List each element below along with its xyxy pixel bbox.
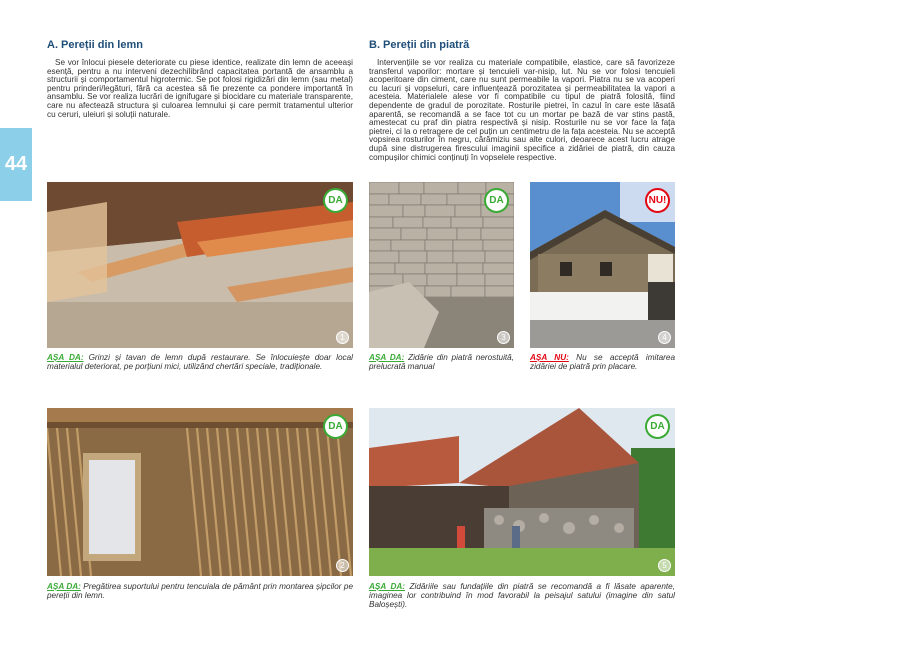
not-ok-badge: NU! [645,188,670,213]
caption-text: Pregătirea suportului pentru tencuiala de pământ prin montarea șipcilor pe pereții din lemn. [47,582,354,600]
ok-badge: DA [323,188,348,213]
caption-photo-3 [369,354,514,372]
photo-number: 2 [336,559,349,572]
section-a-title: A. Pereții din lemn [47,39,143,51]
caption-text: Grinzi și tavan de lemn după restaurare. Se înlocuiește doar local materialul deteriorat, pe porțiuni mici, utilizând chertări speciale, tradiționale. [47,353,353,371]
section-a-body: Se vor înlocui piesele deteriorate cu piese identice, realizate din lemn de aceeași esență, pentru a nu interveni dezechilibrând capacitatea portantă de ansamblu a structurii și comportamentul higrotermic. Se pot folosi rigidizări din lemn (sau metal) pentru prinderi/legături, fără ca acestea să fie prezente ca pondere importantă în ansamblu. Se vor realiza lucrări de ignifugare și biocidare cu materiale transparente, care nu afectează structura și culoarea lemnului și care permit tratamentul ulterior cu ceruri, uleiuri și soluții naturale. [47,58,353,119]
section-b-title: B. Pereții din piatră [369,39,470,51]
caption-photo-1 [47,354,353,372]
wooden-beams-image [47,182,353,348]
caption-photo-4 [530,354,675,372]
ok-badge: DA [323,414,348,439]
barn-image [369,408,675,576]
page-number-tab [0,128,32,201]
ok-badge: DA [645,414,670,439]
caption-lead: AȘA NU: [530,353,569,362]
photo-number: 1 [336,331,349,344]
photo-number: 5 [658,559,671,572]
page-number: 44 [4,153,28,175]
caption-photo-5 [369,583,675,609]
section-b-body: Intervențiile se vor realiza cu materiale compatibile, elastice, care să favorizeze transferul vaporilor: mortare și tencuieli var-nisip, lut. Nu se vor folosi tencuieli acoperitoare din ciment, care nu sunt permeabile la vapori. Piatra nu se va acoperi cu lacuri și vopseluri, care influențează porozitatea și permeabilitatea la vapori a acesteia. Materialele alese vor fi compatibile cu tipul de piatră folosită, fiind dependente de gradul de porozitate. Rosturile pietrei, în cazul în care este lăsată aparentă, se recomandă a se face tot cu un mortar pe bază de var stins pastă, amestecat cu praf din piatra respectivă și nisip. Rosturile nu se vor face la fața pietrei, ci la o retragere de cel puțin un centimetru de la fața acesteia. Nu se acceptă vopsirea rosturilor în negru, cărămiziu sau alte culori, deoarece acest lucru atrage după sine distrugerea firescului imaginii specifice a zidăriei de piatră, din cauza compușilor chimici conținuți în vopselele respective. [369,58,675,162]
photo-wooden-beams [47,182,353,348]
photo-stone-wall [369,182,514,348]
ok-badge: DA [484,188,509,213]
photo-clad-house [530,182,675,348]
caption-text: Zidărie din piatră nerostuită, prelucrată manual [369,353,514,371]
caption-lead: AȘA DA: [47,353,84,362]
caption-text: Nu se acceptă imitarea zidăriei de piatră prin placare. [530,353,675,371]
caption-photo-2 [47,583,353,601]
photo-number: 4 [658,331,671,344]
caption-lead: AȘA DA: [369,353,405,362]
photo-wooden-laths [47,408,353,576]
wooden-laths-image [47,408,353,576]
caption-lead: AȘA DA: [369,582,406,591]
photo-stone-foundation-barn [369,408,675,576]
caption-text: Zidăriile sau fundațiile din piatră se recomandă a fi lăsate aparente, imaginea lor contribuind în mod favorabil la peisajul satului (imagine din satul Baloșești). [369,582,675,609]
caption-lead: AȘA DA: [47,582,81,591]
photo-number: 3 [497,331,510,344]
